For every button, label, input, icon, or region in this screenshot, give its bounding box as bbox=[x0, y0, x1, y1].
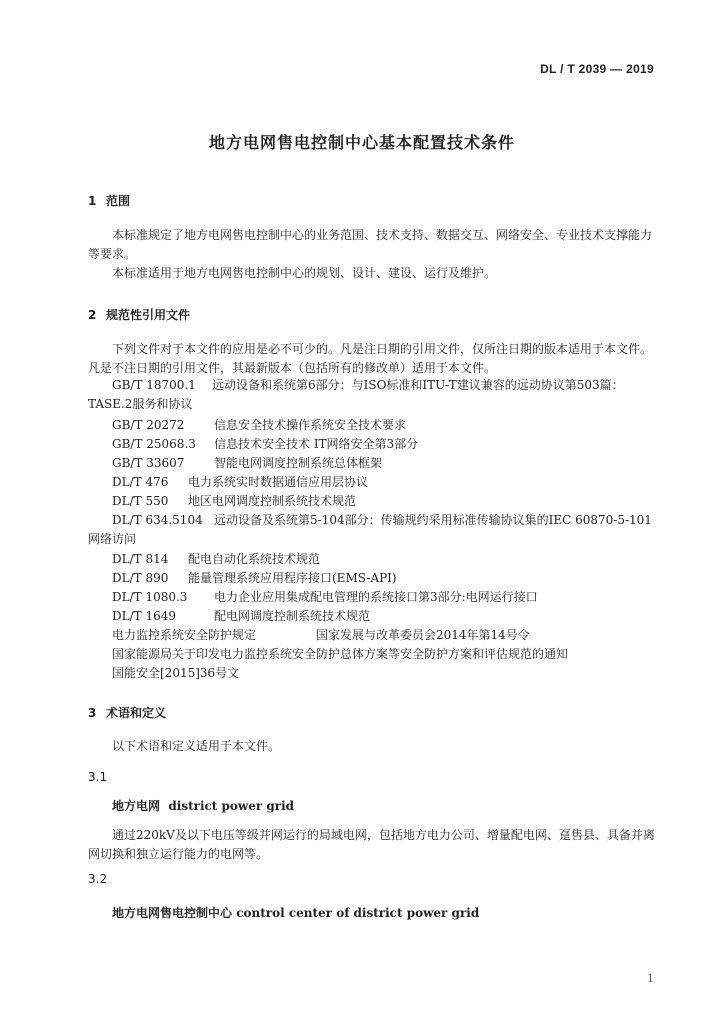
reference-item bbox=[112, 607, 370, 624]
reference-extra-line: 国能安全[2015]36号文 bbox=[112, 666, 240, 680]
reference-title: 远动设备及系统第5-104部分：传输规约采用标准传输协议集的IEC 60870-5-101 bbox=[214, 513, 652, 527]
reference-item bbox=[112, 454, 382, 471]
document-title: 地方电网售电控制中心基本配置技术条件 bbox=[208, 133, 515, 152]
reference-title-continued: 网络访问 bbox=[88, 532, 137, 546]
reference-title: 配电网调度控制系统技术规范 bbox=[214, 609, 371, 623]
reference-title: 信息安全技术操作系统安全技术要求 bbox=[214, 418, 407, 432]
term-title bbox=[112, 904, 479, 921]
term-definition: 通过220kV及以下电压等级并网运行的局域电网，包括地方电力公司、增量配电网、趸售县、具备并离网切换和独立运行能力的电网等。 bbox=[88, 828, 655, 861]
reference-code: GB/T 25068.3 bbox=[112, 437, 196, 451]
reference-title: 国家发展与改革委员会2014年第14号令 bbox=[316, 628, 530, 642]
reference-extra-line: 国家能源局关于印发电力监控系统安全防护总体方案等安全防护方案和评估规范的通知 bbox=[112, 647, 569, 661]
section-1-paragraph-1: 本标准规定了地方电网售电控制中心的业务范围、技术支持、数据交互、网络安全、专业技术支撑能力等要求。 bbox=[88, 228, 653, 261]
reference-code: GB/T 18700.1 bbox=[112, 378, 196, 392]
reference-item bbox=[88, 511, 660, 549]
reference-code: GB/T 20272 bbox=[112, 418, 185, 432]
reference-item bbox=[88, 376, 660, 414]
section-3-intro: 以下术语和定义适用于本文件。 bbox=[112, 739, 281, 753]
section-title: 范围 bbox=[106, 194, 131, 208]
reference-title: 电力企业应用集成配电管理的系统接口第3部分:电网运行接口 bbox=[214, 590, 538, 604]
reference-title: 信息技术安全技术 IT网络安全第3部分 bbox=[214, 437, 419, 451]
reference-code: 电力监控系统安全防护规定 bbox=[112, 628, 257, 642]
reference-item bbox=[112, 588, 538, 605]
section-3-heading bbox=[88, 704, 166, 721]
section-2-heading bbox=[88, 306, 190, 323]
reference-code: DL/T 550 bbox=[112, 494, 169, 508]
reference-item bbox=[112, 492, 356, 509]
reference-code: DL/T 634.5104 bbox=[112, 513, 203, 527]
term-number: 3.1 bbox=[88, 770, 108, 784]
reference-code: GB/T 33607 bbox=[112, 456, 185, 470]
section-title: 术语和定义 bbox=[106, 706, 167, 720]
reference-title-continued: TASE.2服务和协议 bbox=[88, 397, 193, 411]
section-1-paragraph-2: 本标准适用于地方电网售电控制中心的规划、设计、建设、运行及维护。 bbox=[112, 266, 497, 280]
reference-item bbox=[112, 550, 320, 567]
standard-code: DL / T 2039 — 2019 bbox=[540, 62, 654, 76]
reference-code: DL/T 1649 bbox=[112, 609, 176, 623]
reference-item bbox=[112, 473, 368, 490]
reference-code: DL/T 890 bbox=[112, 571, 169, 585]
section-number: 1 bbox=[88, 194, 97, 208]
reference-title: 地区电网调度控制系统技术规范 bbox=[188, 494, 357, 508]
reference-item bbox=[112, 626, 530, 643]
reference-code: DL/T 476 bbox=[112, 475, 169, 489]
reference-code: DL/T 1080.3 bbox=[112, 590, 188, 604]
term-title-en: district power grid bbox=[168, 799, 295, 813]
page-number: 1 bbox=[647, 972, 654, 985]
term-title bbox=[112, 797, 294, 814]
reference-title: 能量管理系统应用程序接口(EMS-API) bbox=[188, 571, 397, 585]
reference-title: 远动设备和系统第6部分：与ISO标准和ITU-T建议兼容的远动协议第503篇： bbox=[212, 378, 624, 392]
reference-title: 电力系统实时数据通信应用层协议 bbox=[188, 475, 369, 489]
section-number: 3 bbox=[88, 706, 97, 720]
term-title-en: control center of district power grid bbox=[236, 906, 480, 920]
section-number: 2 bbox=[88, 308, 97, 322]
section-2-intro: 下列文件对于本文件的应用是必不可少的。凡是注日期的引用文件，仅所注日期的版本适用于本文件。凡是不注日期的引用文件，其最新版本（包括所有的修改单）适用于本文件。 bbox=[88, 342, 653, 375]
term-title-zh: 地方电网 bbox=[112, 799, 161, 813]
reference-item bbox=[112, 569, 397, 586]
reference-title: 配电自动化系统技术规范 bbox=[188, 552, 321, 566]
reference-item bbox=[112, 435, 418, 452]
term-number: 3.2 bbox=[88, 872, 108, 886]
reference-item bbox=[112, 416, 406, 433]
section-1-heading bbox=[88, 192, 130, 209]
section-title: 规范性引用文件 bbox=[106, 308, 191, 322]
reference-code: DL/T 814 bbox=[112, 552, 169, 566]
reference-title: 智能电网调度控制系统总体框架 bbox=[214, 456, 383, 470]
term-title-zh: 地方电网售电控制中心 bbox=[112, 906, 233, 920]
